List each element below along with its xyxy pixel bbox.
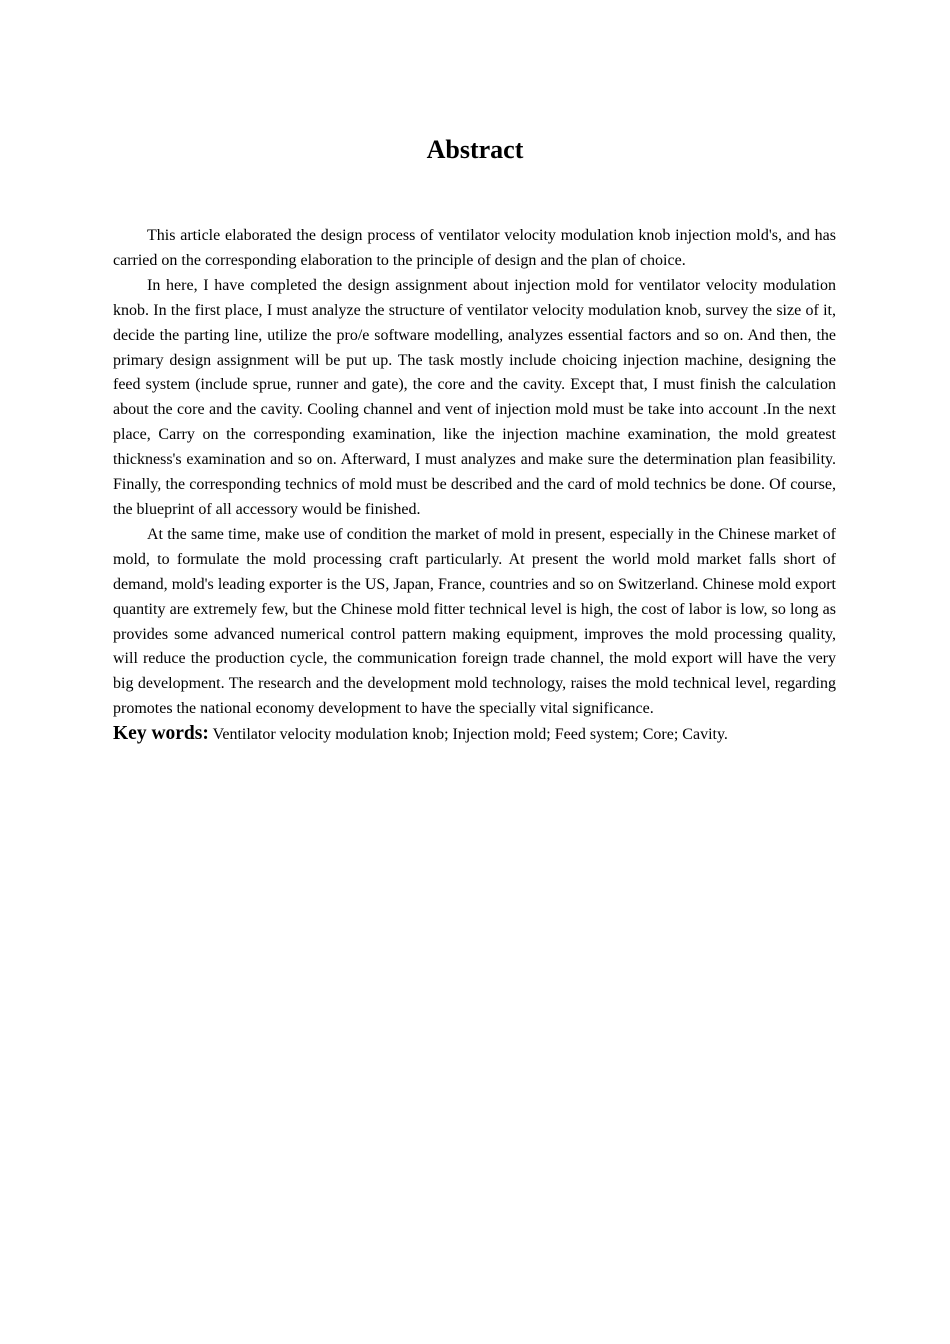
keywords-text: Ventilator velocity modulation knob; Injection mold; Feed system; Core; Cavity. (208, 726, 728, 744)
abstract-paragraph-1: This article elaborated the design process of ventilator velocity modulation knob injection mold's, and has carried on the corresponding elaboration to the principle of design and the plan of choice. (113, 227, 836, 269)
abstract-paragraph-3: At the same time, make use of condition the market of mold in present, especially in the Chinese market of mold, to formulate the mold processing craft particularly. At present the world mold market falls short of demand, mold's leading exporter is the US, Japan, France, countries and so on Switzerland. Chinese mold export quantity are extremely few, but the Chinese mold fitter technical level is high, the cost of labor is low, so long as provides some advanced numerical control pattern making equipment, improves the mold processing quality, will reduce the production cycle, the communication foreign trade channel, the mold export will have the very big development. The research and the development mold technology, raises the mold technical level, regarding promotes the national economy development to have the specially vital significance. (113, 525, 836, 718)
keywords-label: Key words: (113, 723, 209, 745)
abstract-body (113, 224, 836, 748)
page-title: Abstract (426, 135, 524, 164)
abstract-paragraph-2: In here, I have completed the design assignment about injection mold for ventilator velocity modulation knob. In the first place, I must analyze the structure of ventilator velocity modulation knob, survey the size of it, decide the parting line, utilize the pro/e software modelling, analyzes essential factors and so on. And then, the primary design assignment will be put up. The task mostly include choicing injection machine, designing the feed system (include sprue, runner and gate), the core and the cavity. Except that, I must finish the calculation about the core and the cavity. Cooling channel and vent of injection mold must be take into account .In the next place, Carry on the corresponding examination, like the injection machine examination, the mold greatest thickness's examination and so on. Afterward, I must analyzes and make sure the determination plan feasibility. Finally, the corresponding technics of mold must be described and the card of mold technics be done. Of course, the blueprint of all accessory would be finished. (113, 276, 836, 518)
keywords-line (113, 722, 836, 748)
